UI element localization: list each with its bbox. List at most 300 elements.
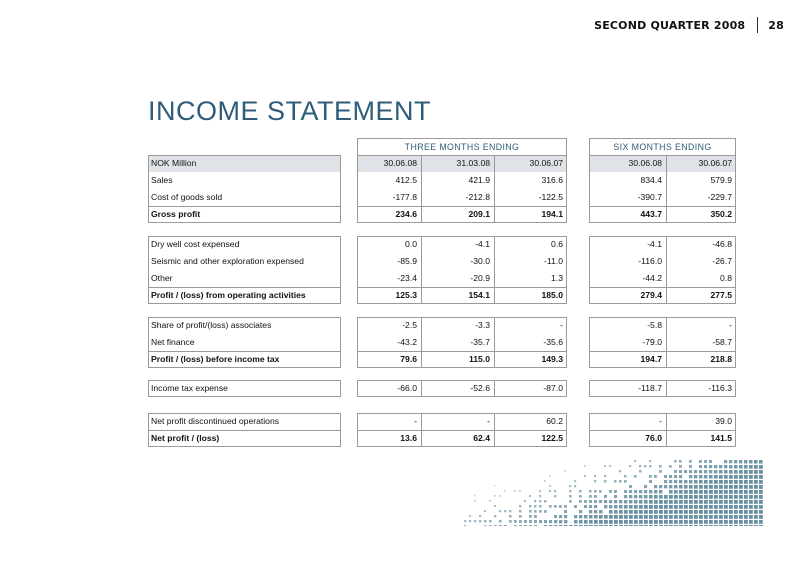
value-cell: -20.9 — [470, 273, 490, 283]
pattern-dot — [589, 515, 592, 518]
pattern-dot — [599, 515, 603, 519]
pattern-dot — [739, 510, 743, 514]
pattern-dot — [509, 520, 512, 523]
value-cell: 154.1 — [468, 290, 490, 300]
pattern-dot — [704, 460, 707, 463]
pattern-dot — [694, 525, 698, 526]
value-cell: -177.8 — [392, 192, 417, 202]
pattern-dot — [709, 490, 713, 494]
pattern-dot — [629, 490, 632, 493]
pattern-dot — [499, 525, 502, 526]
pattern-dot — [709, 515, 713, 519]
pattern-dot — [724, 490, 728, 494]
pattern-dot — [574, 505, 577, 508]
pattern-dot — [749, 515, 753, 519]
pattern-dot — [634, 525, 638, 526]
row-label: Net profit discontinued operations — [151, 416, 280, 426]
pattern-dot — [754, 515, 758, 519]
pattern-dot — [679, 525, 683, 526]
pattern-dot — [744, 520, 748, 524]
pattern-dot — [749, 505, 753, 509]
pattern-dot — [674, 485, 677, 488]
pattern-dot — [589, 495, 592, 498]
subtotal-rule — [589, 351, 736, 352]
pattern-dot — [664, 515, 668, 519]
pattern-dot — [649, 480, 652, 483]
pattern-dot — [499, 495, 501, 497]
pattern-dot — [704, 520, 708, 524]
subtotal-rule — [357, 351, 567, 352]
pattern-dot — [754, 510, 758, 514]
pattern-dot — [624, 475, 627, 478]
pattern-dot — [584, 525, 588, 526]
value-cell: -229.7 — [707, 192, 732, 202]
pattern-dot — [569, 525, 573, 526]
subtotal-rule — [589, 206, 736, 207]
pattern-dot — [584, 500, 587, 503]
pattern-dot — [534, 520, 537, 523]
row-label: Seismic and other exploration expensed — [151, 256, 304, 266]
pattern-dot — [679, 470, 682, 473]
pattern-dot — [704, 495, 708, 499]
pattern-dot — [624, 525, 628, 526]
pattern-dot — [749, 465, 753, 469]
value-cell: - — [560, 320, 563, 330]
pattern-dot — [629, 500, 632, 503]
pattern-dot — [534, 505, 536, 507]
pattern-dot — [684, 485, 688, 489]
pattern-dot — [594, 480, 596, 482]
value-cell: -2.5 — [402, 320, 417, 330]
pattern-dot — [524, 525, 527, 526]
pattern-dot — [709, 505, 713, 509]
value-cell: -390.7 — [637, 192, 662, 202]
pattern-dot — [659, 490, 662, 493]
pattern-dot — [624, 490, 627, 493]
value-cell: 149.3 — [541, 354, 563, 364]
value-cell: 185.0 — [541, 290, 563, 300]
pattern-dot — [759, 465, 763, 469]
pattern-dot — [569, 490, 571, 492]
pattern-dot — [759, 460, 763, 464]
pattern-dot — [684, 505, 688, 509]
pattern-dot — [754, 525, 758, 526]
pattern-dot — [529, 495, 531, 497]
pattern-dot — [639, 520, 643, 524]
pattern-dot — [639, 510, 643, 514]
subtotal-rule — [148, 287, 341, 288]
pattern-dot — [699, 465, 702, 468]
pattern-dot — [574, 525, 578, 526]
pattern-dot — [614, 480, 617, 483]
pattern-dot — [719, 490, 723, 494]
pattern-dot — [494, 485, 495, 486]
pattern-dot — [709, 510, 713, 514]
pattern-dot — [609, 465, 611, 467]
pattern-dot — [599, 500, 602, 503]
pattern-dot — [554, 520, 557, 523]
pattern-dot — [694, 500, 698, 504]
pattern-dot — [589, 500, 592, 503]
column-divider — [421, 380, 422, 397]
pattern-dot — [519, 490, 521, 492]
column-divider — [666, 380, 667, 397]
pattern-dot — [669, 495, 673, 499]
pattern-dot — [649, 510, 653, 514]
pattern-dot — [539, 490, 541, 492]
pattern-dot — [709, 485, 713, 489]
pattern-dot — [644, 515, 648, 519]
pattern-dot — [729, 495, 733, 499]
pattern-dot — [754, 460, 758, 464]
pattern-dot — [534, 510, 537, 513]
pattern-dot — [499, 510, 501, 512]
pattern-dot — [544, 500, 546, 502]
pattern-dot — [629, 520, 633, 524]
subtotal-rule — [589, 430, 736, 431]
pattern-dot — [529, 510, 532, 513]
report-period: SECOND QUARTER 2008 — [594, 18, 746, 32]
pattern-dot — [699, 520, 703, 524]
pattern-dot — [754, 475, 758, 479]
pattern-dot — [659, 465, 662, 468]
pattern-dot — [714, 505, 718, 509]
pattern-dot — [719, 525, 723, 526]
value-cell: 834.4 — [640, 175, 662, 185]
pattern-dot — [694, 505, 698, 509]
pattern-dot — [639, 500, 643, 504]
pattern-dot — [689, 505, 693, 509]
value-cell: 421.9 — [468, 175, 490, 185]
pattern-dot — [634, 495, 637, 498]
pattern-dot — [589, 525, 593, 526]
pattern-dot — [734, 480, 738, 484]
pattern-dot — [724, 465, 727, 468]
pattern-dot — [684, 500, 688, 504]
pattern-dot — [694, 475, 697, 478]
pattern-dot — [589, 510, 592, 513]
pattern-dot — [574, 480, 576, 482]
pattern-dot — [719, 510, 723, 514]
pattern-dot — [759, 510, 763, 514]
pattern-dot — [749, 525, 753, 526]
value-cell: 0.0 — [405, 239, 417, 249]
column-divider — [494, 380, 495, 397]
pattern-dot — [484, 510, 486, 512]
pattern-dot — [584, 475, 586, 477]
pattern-dot — [669, 480, 672, 483]
pattern-dot — [719, 470, 722, 473]
pattern-dot — [619, 525, 623, 526]
pattern-dot — [614, 495, 617, 498]
pattern-dot — [594, 500, 597, 503]
pattern-dot — [704, 500, 708, 504]
pattern-dot — [734, 470, 738, 474]
pattern-dot — [739, 520, 743, 524]
pattern-dot — [754, 520, 758, 524]
pattern-dot — [559, 520, 562, 523]
pattern-dot — [504, 490, 506, 492]
pattern-dot — [709, 470, 712, 473]
value-cell: 60.2 — [546, 416, 563, 426]
pattern-dot — [684, 520, 688, 524]
six-months-box — [589, 236, 736, 304]
pattern-dot — [579, 510, 582, 513]
pattern-dot — [529, 505, 531, 507]
pattern-dot — [699, 500, 703, 504]
pattern-dot — [689, 495, 693, 499]
pattern-dot — [714, 500, 718, 504]
pattern-dot — [644, 525, 648, 526]
pattern-dot — [609, 520, 613, 524]
pattern-dot — [699, 525, 703, 526]
pattern-dot — [724, 500, 728, 504]
pattern-dot — [719, 515, 723, 519]
pattern-dot — [699, 485, 703, 489]
pattern-dot — [684, 510, 688, 514]
pattern-dot — [654, 490, 657, 493]
pattern-dot — [684, 490, 688, 494]
pattern-dot — [589, 520, 593, 524]
pattern-dot — [644, 510, 648, 514]
pattern-dot — [519, 520, 522, 523]
pattern-dot — [594, 505, 597, 508]
pattern-dot — [604, 495, 607, 498]
subtotal-rule — [589, 287, 736, 288]
pattern-dot — [714, 465, 717, 468]
pattern-dot — [724, 520, 728, 524]
three-months-box — [357, 155, 567, 223]
pattern-dot — [649, 465, 651, 467]
pattern-dot — [589, 505, 592, 508]
pattern-dot — [689, 515, 693, 519]
pattern-dot — [719, 475, 723, 479]
pattern-dot — [629, 525, 633, 526]
pattern-dot — [489, 525, 492, 526]
pattern-dot — [674, 500, 678, 504]
value-cell: -26.7 — [712, 256, 732, 266]
pattern-dot — [679, 510, 683, 514]
pattern-dot — [624, 520, 628, 524]
pattern-dot — [664, 475, 667, 478]
pattern-dot — [704, 465, 707, 468]
pattern-dot — [704, 515, 708, 519]
pattern-dot — [659, 525, 663, 526]
row-label: Gross profit — [151, 209, 201, 219]
pattern-dot — [729, 520, 733, 524]
pattern-dot — [734, 510, 738, 514]
pattern-dot — [729, 515, 733, 519]
pattern-dot — [634, 505, 638, 509]
pattern-dot — [704, 470, 707, 473]
value-cell: -4.1 — [647, 239, 662, 249]
pattern-dot — [689, 480, 692, 483]
value-cell: 0.8 — [720, 273, 732, 283]
pattern-dot — [679, 505, 683, 509]
column-divider — [666, 317, 667, 368]
pattern-dot — [709, 460, 712, 463]
pattern-dot — [694, 470, 697, 473]
pattern-dot — [649, 515, 653, 519]
pattern-dot — [579, 490, 581, 492]
pattern-dot — [519, 515, 522, 518]
pattern-dot — [474, 520, 476, 522]
pattern-dot — [549, 490, 551, 492]
pattern-dot — [614, 525, 618, 526]
pattern-dot — [489, 500, 491, 502]
pattern-dot — [714, 480, 718, 484]
pattern-dot — [604, 505, 607, 508]
value-cell: -44.2 — [642, 273, 662, 283]
pattern-dot — [744, 470, 748, 474]
pattern-dot — [744, 475, 748, 479]
pattern-dot — [704, 485, 708, 489]
pattern-dot — [754, 480, 758, 484]
pattern-dot — [509, 510, 511, 512]
pattern-dot — [614, 515, 618, 519]
value-cell: -79.0 — [642, 337, 662, 347]
pattern-dot — [724, 510, 728, 514]
pattern-dot — [539, 500, 541, 502]
pattern-dot — [629, 485, 632, 488]
pattern-dot — [689, 520, 693, 524]
pattern-dot — [669, 505, 673, 509]
pattern-dot — [679, 485, 683, 489]
pattern-dot — [744, 495, 748, 499]
pattern-dot — [744, 505, 748, 509]
value-cell: -35.6 — [543, 337, 563, 347]
value-cell: 194.1 — [541, 209, 563, 219]
pattern-dot — [659, 485, 662, 488]
pattern-dot — [684, 525, 688, 526]
value-cell: -30.0 — [470, 256, 490, 266]
pattern-dot — [744, 460, 747, 463]
page-title: INCOME STATEMENT — [148, 96, 431, 126]
pattern-dot — [664, 485, 667, 488]
pattern-dot — [679, 495, 683, 499]
pattern-dot — [719, 465, 722, 468]
pattern-dot — [639, 515, 643, 519]
pattern-dot — [684, 480, 687, 483]
pattern-dot — [719, 500, 723, 504]
pattern-dot — [479, 520, 481, 522]
pattern-dot — [514, 520, 517, 523]
value-cell: - — [729, 320, 732, 330]
pattern-dot — [569, 485, 571, 487]
value-cell: 277.5 — [710, 290, 732, 300]
pattern-dot — [664, 510, 668, 514]
pattern-dot — [584, 465, 586, 467]
pattern-dot — [639, 465, 641, 467]
pattern-dot — [739, 495, 743, 499]
value-cell: -5.8 — [647, 320, 662, 330]
pattern-dot — [619, 520, 623, 524]
pattern-dot — [759, 490, 763, 494]
pattern-dot — [634, 490, 637, 493]
value-cell: -85.9 — [397, 256, 417, 266]
pattern-dot — [544, 525, 547, 526]
pattern-dot — [594, 515, 598, 519]
pattern-dot — [609, 500, 612, 503]
column-header-date: 30.06.08 — [628, 158, 662, 168]
decorative-dot-pattern — [464, 460, 764, 526]
pattern-dot — [489, 520, 491, 522]
pattern-dot — [654, 505, 658, 509]
value-cell: 39.0 — [715, 416, 732, 426]
pattern-dot — [529, 515, 532, 518]
pattern-dot — [464, 525, 466, 526]
pattern-dot — [699, 460, 702, 463]
pattern-dot — [744, 480, 748, 484]
pattern-dot — [749, 475, 753, 479]
pattern-dot — [659, 510, 663, 514]
pattern-dot — [614, 520, 618, 524]
pattern-dot — [699, 515, 703, 519]
pattern-dot — [549, 525, 552, 526]
pattern-dot — [604, 520, 608, 524]
pattern-dot — [584, 520, 588, 524]
pattern-dot — [624, 480, 627, 483]
row-label: Profit / (loss) before income tax — [151, 354, 280, 364]
value-cell: 579.9 — [710, 175, 732, 185]
value-cell: 13.6 — [400, 433, 417, 443]
pattern-dot — [734, 520, 738, 524]
pattern-dot — [674, 520, 678, 524]
pattern-dot — [674, 475, 677, 478]
pattern-dot — [704, 490, 708, 494]
pattern-dot — [594, 525, 598, 526]
three-months-box — [357, 317, 567, 368]
pattern-dot — [759, 515, 763, 519]
pattern-dot — [669, 510, 673, 514]
pattern-dot — [669, 475, 672, 478]
value-cell: 62.4 — [473, 433, 490, 443]
pattern-dot — [759, 475, 763, 479]
pattern-dot — [714, 525, 718, 526]
pattern-dot — [639, 470, 642, 473]
value-cell: 412.5 — [395, 175, 417, 185]
value-cell: 115.0 — [468, 354, 490, 364]
pattern-dot — [519, 505, 521, 507]
pattern-dot — [474, 495, 475, 496]
pattern-dot — [714, 495, 718, 499]
pattern-dot — [664, 525, 668, 526]
pattern-dot — [744, 500, 748, 504]
pattern-dot — [604, 500, 607, 503]
pattern-dot — [759, 500, 763, 504]
pattern-dot — [709, 520, 713, 524]
pattern-dot — [614, 505, 617, 508]
pattern-dot — [749, 460, 752, 463]
pattern-dot — [669, 485, 672, 488]
pattern-dot — [494, 495, 496, 497]
pattern-dot — [674, 470, 677, 473]
pattern-dot — [589, 490, 592, 493]
pattern-dot — [674, 515, 678, 519]
value-cell: 194.7 — [640, 354, 662, 364]
pattern-dot — [729, 480, 733, 484]
pattern-dot — [714, 515, 718, 519]
pattern-dot — [724, 470, 728, 474]
pattern-dot — [699, 505, 703, 509]
pattern-dot — [609, 515, 613, 519]
pattern-dot — [654, 515, 658, 519]
value-cell: 141.5 — [710, 433, 732, 443]
column-divider — [494, 317, 495, 368]
pattern-dot — [759, 495, 763, 499]
pattern-dot — [584, 505, 587, 508]
pattern-dot — [634, 500, 638, 504]
